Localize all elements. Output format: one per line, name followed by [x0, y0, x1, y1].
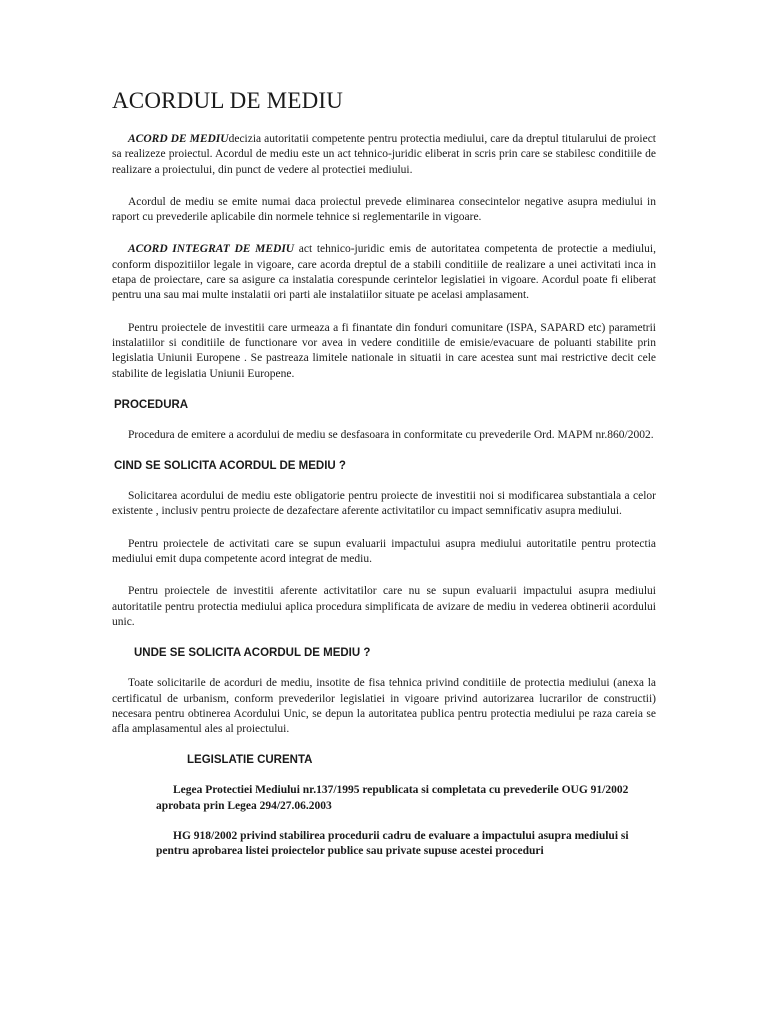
heading-unde-se-solicita: UNDE SE SOLICITA ACORDUL DE MEDIU ?: [134, 647, 371, 660]
paragraph-procedura-simplificata: Pentru proiectele de investitii aferente activitatilor care nu se supun evaluarii impactului asupra mediului autoritatile pentru protectia mediului aplica procedura simplificata de avizare de mediu in vederea obtinerii acordului unic.: [112, 585, 656, 628]
document-page: [112, 88, 656, 875]
term-acord-de-mediu: ACORD DE MEDIU: [128, 133, 229, 145]
heading-cind-se-solicita: CIND SE SOLICITA ACORDUL DE MEDIU ?: [114, 460, 346, 473]
term-acord-integrat: ACORD INTEGRAT DE MEDIU: [128, 243, 295, 256]
definition-acord-de-mediu: decizia autoritatii competente pentru protectia mediului, care da dreptul titularului de proiect sa realizeze proiectul. Acordul de mediu este un act tehnico-juridic eliberat in scris prin care se stabilesc conditiile de realizare a proiectului, din punct de vedere al protectiei mediului.: [112, 133, 657, 176]
paragraph-emitere-conditii: Acordul de mediu se emite numai daca proiectul prevede eliminarea consecintelor negative asupra mediului in raport cu prevederile aplicabile din normele tehnice si reglementarile in vigoare.: [112, 195, 656, 224]
paragraph-solicitare-obligatorie: Solicitarea acordului de mediu este obligatorie pentru proiecte de investitii noi si modificarea substantiala a celor existente , inclusiv pentru proiecte de dezafectare aferente activitatilor cu impact semnificativ asupra mediului.: [112, 490, 656, 518]
document-title: ACORDUL DE MEDIU: [112, 88, 344, 113]
paragraph-acord-integrat: [112, 242, 656, 303]
law-item-legea-137: Legea Protectiei Mediului nr.137/1995 republicata si completata cu prevederile OUG 91/2002 aprobata prin Legea 294/27.06.2003: [156, 784, 629, 812]
definition-acord-integrat: act tehnico-juridic emis de autoritatea competenta de protectie a mediului, conform dispozitiilor legale in vigoare, care acorda dreptul de a stabili conditiile de realizare a unei activitati inca in etapa de proiectare, care sa asigure ca instalatia corespunde cerintelor legislatiei in vigoare. Acordul poate fi eliberat pentru una sau mai multe instalatii ori parti ale instalatiilor situate pe acelasi amplasament.: [112, 243, 656, 302]
paragraph-acord-de-mediu: [112, 132, 656, 178]
paragraph-evaluare-impact: Pentru proiectele de activitati care se supun evaluarii impactului asupra mediului autoritatile pentru protectia mediului emit dupa competente acord integrat de mediu.: [112, 537, 656, 566]
paragraph-solicitari-acorduri: Toate solicitarile de acorduri de mediu, insotite de fisa tehnica privind conditiile de protectia mediului (anexa la certificatul de urbanism, conform prevederilor legislatiei in vigoare privind autorizarea lucrarilor de constructii) necesara pentru obtinerea Acordului Unic, se depun la autoritatea publica pentru protectia mediului pe raza careia se afla amplasamentul ales al proiectului.: [112, 677, 656, 736]
heading-legislatie-curenta: LEGISLATIE CURENTA: [187, 754, 313, 767]
law-item-hg-918: HG 918/2002 privind stabilirea procedurii cadru de evaluare a impactului asupra mediului si pentru aprobarea listei proiectelor publice sau private supuse acestei proceduri: [156, 830, 629, 858]
paragraph-fonduri-comunitare: Pentru proiectele de investitii care urmeaza a fi finantate din fonduri comunitare (ISPA, SAPARD etc) parametrii instalatiilor si conditiile de functionare vor avea in vedere conditiile de emisie/evacuare de poluanti stabilite prin legislatia Uniunii Europene . Se pastreaza limitele nationale in situatii in care acestea sunt mai restrictive decit cele stabilite de legislatia Uniunii Europene.: [112, 321, 656, 380]
heading-procedura: PROCEDURA: [114, 398, 189, 411]
paragraph-procedura: Procedura de emitere a acordului de mediu se desfasoara in conformitate cu prevederile Ord. MAPM nr.860/2002.: [128, 428, 654, 441]
